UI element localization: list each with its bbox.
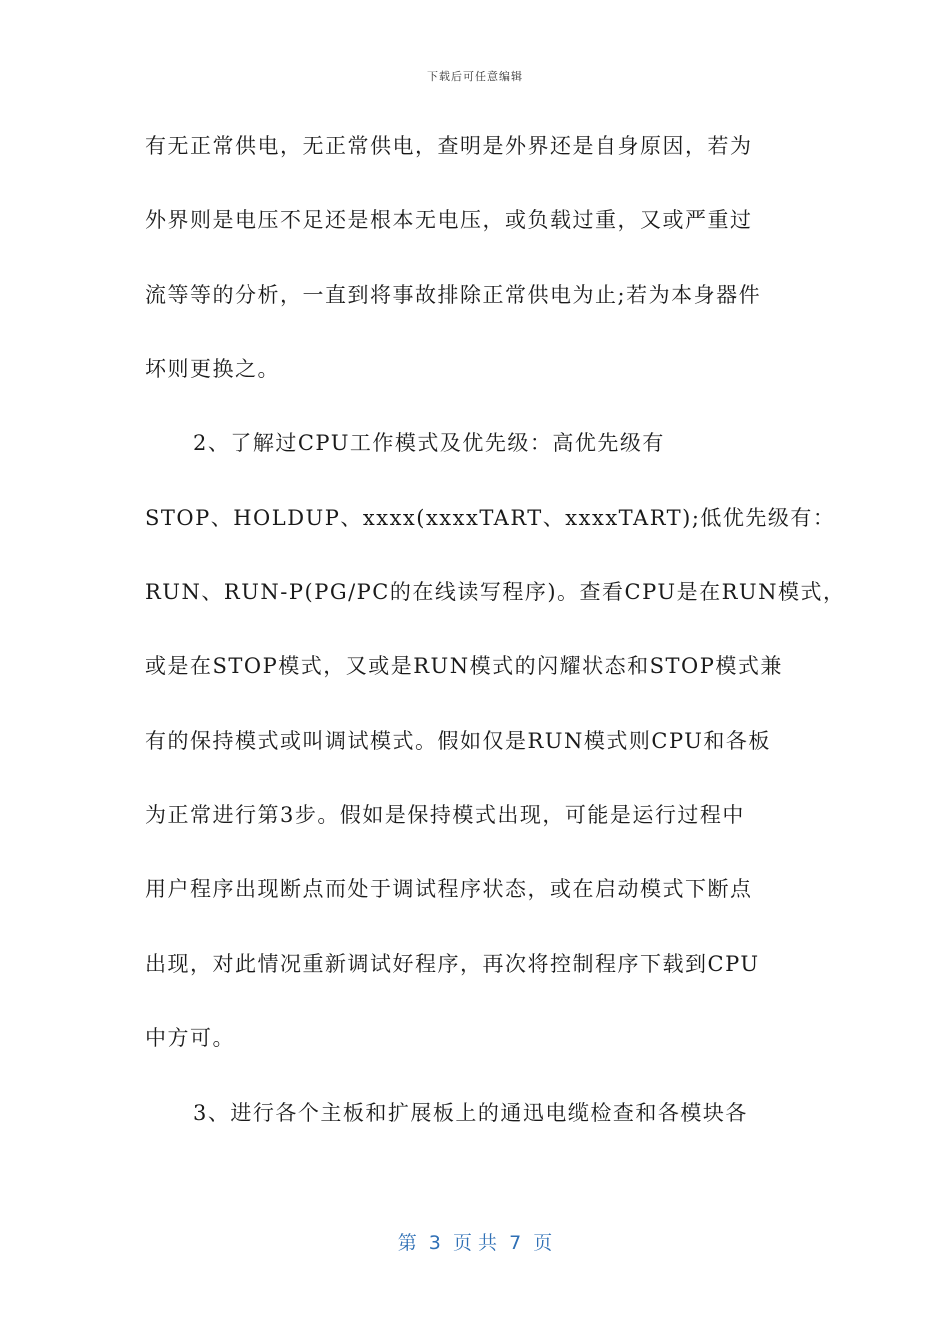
page-number-footer: 第 3 页 共 7 页 (397, 1232, 553, 1254)
paragraph-line: 或是在STOP模式，又或是RUN模式的闪耀状态和STOP模式兼 (145, 654, 783, 678)
paragraph-line: 出现，对此情况重新调试好程序，再次将控制程序下载到CPU (145, 952, 760, 976)
paragraph-line: 为正常进行第3步。假如是保持模式出现，可能是运行过程中 (145, 803, 745, 827)
paragraph-line: 有的保持模式或叫调试模式。假如仅是RUN模式则CPU和各板 (145, 729, 771, 753)
paragraph-line: 3、进行各个主板和扩展板上的通迅电缆检查和各模块各 (193, 1101, 748, 1125)
paragraph-line: RUN、RUN-P(PG/PC的在线读写程序)。查看CPU是在RUN模式， (145, 580, 846, 604)
paragraph-line: 流等等的分析，一直到将事故排除正常供电为止;若为本身器件 (145, 283, 762, 307)
paragraph-line: 坏则更换之。 (145, 357, 280, 381)
paragraph-line: 2、了解过CPU工作模式及优先级：高优先级有 (193, 431, 665, 455)
paragraph-line: 外界则是电压不足还是根本无电压，或负载过重，又或严重过 (145, 208, 753, 232)
paragraph-line: STOP、HOLDUP、xxxx(xxxxTART、xxxxTART);低优先级有： (145, 506, 836, 530)
paragraph-line: 有无正常供电，无正常供电，查明是外界还是自身原因，若为 (145, 134, 753, 158)
paragraph-line: 用户程序出现断点而处于调试程序状态，或在启动模式下断点 (145, 877, 753, 901)
paragraph-line: 中方可。 (145, 1026, 235, 1050)
header-note: 下载后可任意编辑 (427, 70, 523, 83)
